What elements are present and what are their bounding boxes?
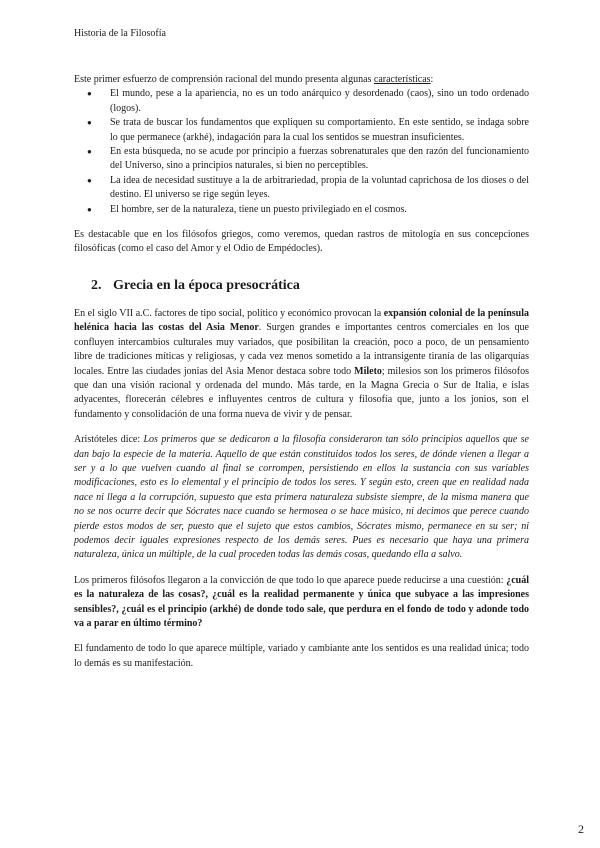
page-body [74, 73, 529, 671]
list-item: ● En esta búsqueda, no se acude por principio a fuerzas sobrenaturales que den razón del funcionamiento del Universo, sino a principios naturales, si bien no perceptibles. [110, 145, 529, 174]
section-number: 2. [91, 277, 102, 293]
list-item: ● El mundo, pese a la apariencia, no es un todo anárquico y desordenado (caos), sino un todo ordenado (logos). [110, 87, 529, 116]
characteristics-list [74, 87, 529, 217]
section-title: Grecia en la época presocrática [113, 277, 300, 293]
aristotle-quote-paragraph: Aristóteles dice: Los primeros que se dedicaron a la filosofía consideraron tan sólo principios aquellos que se dan bajo la especie de la materia. Aquello de que están constituidos todos los seres, de dónde vienen a llegar a ser y a lo que vuelven cuando al final se corrompen, persistiendo en ellos la sustancia con sus variables modificaciones, esto es lo elemental y el principio de todos los seres. Y según esto, creen que en realidad nada nace ni llega a la corrupción, supuesto que esta primera naturaleza subsiste siempre, de la misma manera que no se nos ocurre decir que Sócrates nace cuando se hermosea o se hace músico, ni decimos que perece cuando pierde estos modos de ser, puesto que el sujeto que estos cambios, Sócrates mismo, permanece en su ser; ni podemos decir iguales expresiones respecto de los demás seres. Pues es necesario que haya una primera naturaleza, única un múltiple, de la cual proceden todas las demás cosas, quedando ella a salvo. [74, 434, 529, 561]
list-item: ● El hombre, ser de la naturaleza, tiene un puesto privilegiado en el cosmos. [110, 203, 529, 217]
history-paragraph: En el siglo VII a.C. factores de tipo social, político y económico provocan la expansión colonial de la península helénica hacia las costas del Asia Menor. Surgen grandes e importantes centros comerciales en los que confluyen intercambios culturales muy variados, que posibilitan la creación, poco a poco, de un pensamiento libre de tradiciones míticas y religiosas, y cada vez menos sometido a la intransigente tiranía de las oligarquías locales. Entre las ciudades jonias del Asia Menor destaca sobre todo Mileto; milesios son los primeros filósofos que dan una visión racional y ordenada del mundo. Más tarde, en la Magna Grecia o Sur de Italia, e islas adyacentes, florecerán célebres e influyentes centros de cultura y filosofía que, junto a los jonios, son el fundamento y consolidación de una forma nueva de vivir y de pensar. [74, 307, 529, 420]
running-header: Historia de la Filosofía [74, 28, 166, 39]
list-item: ● Se trata de buscar los fundamentos que expliquen su comportamiento. En este sentido, se indaga sobre lo que permanece (arkhé), indagación para la cual los sentidos se muestran insuficientes. [110, 116, 529, 145]
page-number: 2 [578, 822, 584, 836]
questions-paragraph: Los primeros filósofos llegaron a la convicción de que todo lo que aparece puede reducirse a una cuestión: ¿cuál es la naturaleza de las cosas?, ¿cuál es la realidad permanente y única que subyace a las impresiones sensibles?, ¿cuál es el principio (arkhé) de donde todo sale, que perdura en el fondo de todo y adonde todo va a parar en último término? [74, 574, 529, 629]
intro-paragraph: Este primer esfuerzo de comprensión racional del mundo presenta algunas características: [74, 74, 434, 85]
mythology-note-paragraph: Es destacable que en los filósofos griegos, como veremos, quedan rastros de mitología en sus concepciones filosóficas (como el caso del Amor y el Odio de Empédocles). [74, 229, 529, 255]
characteristics-link[interactable]: características [373, 74, 431, 85]
section-heading [74, 277, 529, 295]
list-item: ● La idea de necesidad sustituye a la de arbitrariedad, propia de la voluntad caprichosa de los dioses o del destino. El universo se rige según leyes. [110, 174, 529, 203]
conclusion-paragraph: El fundamento de todo lo que aparece múltiple, variado y cambiante ante los sentidos es una realidad única; todo lo demás es su manifestación. [74, 643, 529, 669]
